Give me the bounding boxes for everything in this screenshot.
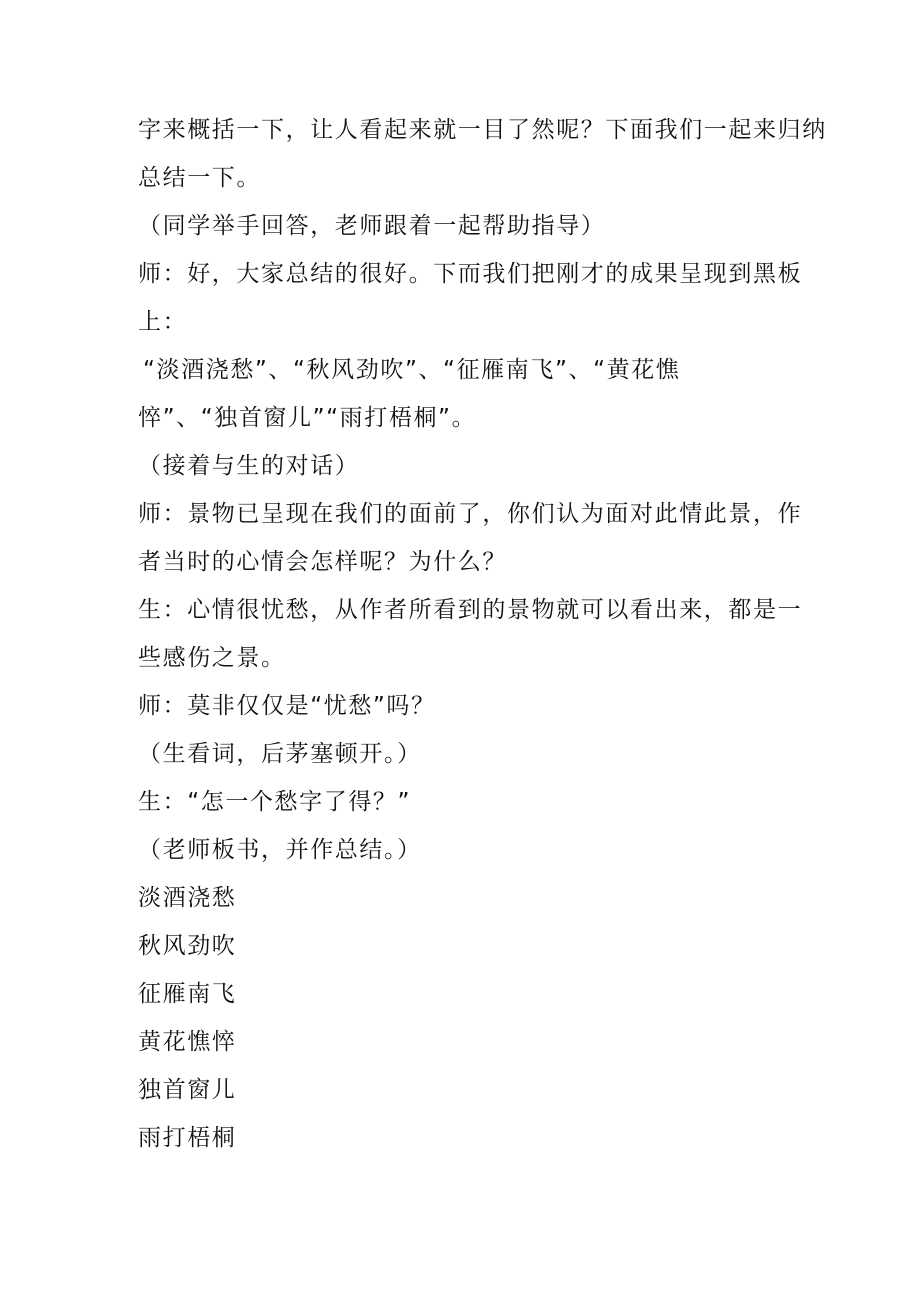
text-line: 者当时的心情会怎样呢？为什么？ xyxy=(138,549,507,575)
text-line: （接着与生的对话） xyxy=(138,453,360,479)
text-line: 悴”、“独首窗儿”“雨打梧桐”。 xyxy=(138,405,477,431)
text-line: （生看词，后茅塞顿开。） xyxy=(138,741,422,767)
text-line: 总结一下。 xyxy=(138,165,261,191)
blackboard-item: 淡酒浇愁 xyxy=(138,885,237,911)
text-line: 师：好，大家总结的很好。下而我们把刚才的成果呈现到黑板 xyxy=(138,261,803,287)
text-line: 师：景物已呈现在我们的面前了，你们认为面对此情此景，作 xyxy=(138,501,803,527)
blackboard-item: 雨打梧桐 xyxy=(138,1125,237,1151)
blackboard-item: 独首窗儿 xyxy=(138,1077,237,1103)
text-line: 些感伤之景。 xyxy=(138,645,286,671)
blackboard-item: 征雁南飞 xyxy=(138,981,237,1007)
text-line: （老师板书，并作总结。） xyxy=(138,837,422,863)
text-line: 师：莫非仅仅是“忧愁”吗？ xyxy=(138,693,436,719)
text-line: 生：心情很忧愁，从作者所看到的景物就可以看出来，都是一 xyxy=(138,597,803,623)
text-line: “淡酒浇愁”、“秋风劲吹”、“征雁南飞”、“黄花憔 xyxy=(143,357,681,383)
blackboard-item: 秋风劲吹 xyxy=(138,933,237,959)
text-line: （同学举手回答，老师跟着一起帮助指导） xyxy=(138,213,606,239)
text-line: 上： xyxy=(138,309,188,335)
blackboard-item: 黄花憔悴 xyxy=(138,1029,237,1055)
text-line: 字来概括一下，让人看起来就一目了然呢？下面我们一起来归纳 xyxy=(138,117,827,143)
text-line: 生：“怎一个愁字了得？” xyxy=(138,789,412,815)
